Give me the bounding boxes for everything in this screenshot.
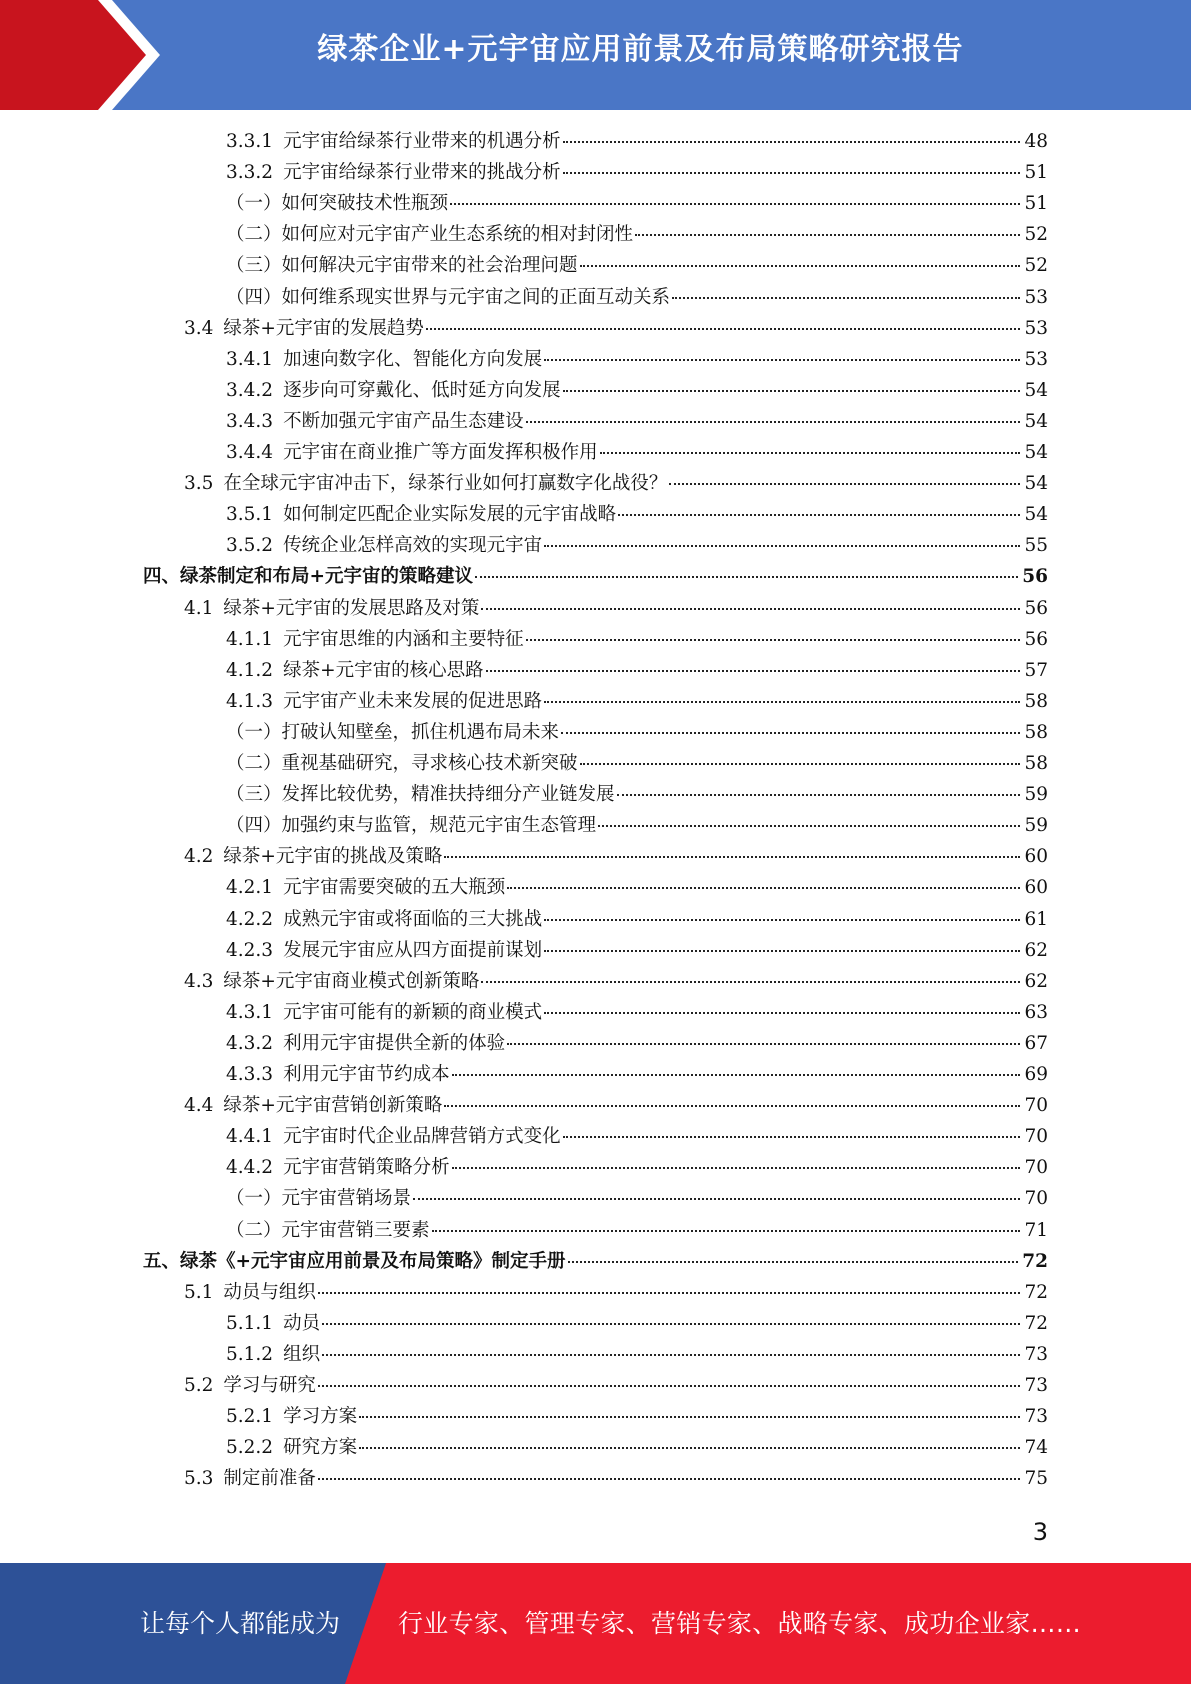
toc-entry-page: 72: [1024, 1312, 1048, 1334]
toc-entry-page: 58: [1024, 690, 1048, 712]
toc-entry-page: 57: [1024, 659, 1048, 681]
toc-entry-page: 56: [1022, 566, 1048, 588]
toc-entry-number: 4.4: [184, 1095, 214, 1117]
toc-entry-number: 4.1.1: [226, 628, 274, 650]
toc-dot-leader: [450, 203, 1020, 205]
toc-entry-title: 成熟元宇宙或将面临的三大挑战: [283, 908, 543, 930]
toc-entry-page: 69: [1024, 1064, 1048, 1085]
toc-entry-title: 利用元宇宙提供全新的体验: [283, 1032, 506, 1054]
toc-entry[interactable]: [226, 251, 1048, 282]
toc-entry-title: 绿茶+元宇宙的发展趋势: [223, 317, 424, 339]
toc-entry[interactable]: [226, 1184, 1048, 1215]
toc-entry-page: 70: [1024, 1126, 1048, 1148]
toc-entry-page: 52: [1024, 224, 1048, 246]
toc-entry-title: 动员与组织: [223, 1281, 316, 1303]
toc-entry-number: 3.5.1: [226, 504, 274, 526]
toc-entry[interactable]: [226, 345, 1048, 376]
toc-entry-number: 3.3.1: [226, 131, 274, 152]
toc-entry-title: （二）如何应对元宇宙产业生态系统的相对封闭性: [226, 224, 634, 246]
toc-dot-leader: [432, 1230, 1021, 1232]
toc-dot-leader: [526, 639, 1021, 641]
toc-entry-page: 73: [1024, 1375, 1048, 1396]
toc-dot-leader: [544, 1012, 1020, 1014]
toc-dot-leader: [322, 1354, 1020, 1356]
toc-dot-leader: [481, 981, 1020, 983]
toc-dot-leader: [561, 732, 1020, 734]
toc-entry[interactable]: [184, 469, 1048, 500]
toc-entry[interactable]: [226, 780, 1048, 811]
toc-entry-number: 5.1.1: [226, 1312, 274, 1334]
toc-entry-page: 48: [1024, 131, 1048, 152]
toc-dot-leader: [544, 359, 1020, 361]
toc-entry-number: 4.4.2: [226, 1157, 274, 1179]
toc-entry-page: 54: [1024, 379, 1048, 401]
toc-entry[interactable]: [226, 376, 1048, 407]
toc-entry-title: 学习方案: [283, 1406, 358, 1428]
toc-dot-leader: [617, 794, 1021, 796]
toc-dot-leader: [544, 919, 1020, 921]
toc-entry[interactable]: [184, 1464, 1048, 1495]
toc-dot-leader: [580, 763, 1021, 765]
toc-entry-number: 5.2.2: [226, 1437, 274, 1459]
toc-entry-page: 67: [1024, 1032, 1048, 1054]
toc-entry-title: 绿茶+元宇宙商业模式创新策略: [223, 970, 480, 992]
toc-entry[interactable]: [184, 967, 1048, 998]
toc-dot-leader: [544, 701, 1020, 703]
toc-dot-leader: [526, 421, 1021, 423]
toc-entry[interactable]: [226, 127, 1048, 158]
toc-entry[interactable]: [226, 656, 1048, 687]
toc-entry-page: 51: [1024, 162, 1048, 184]
toc-dot-leader: [563, 1136, 1021, 1138]
toc-entry[interactable]: [226, 998, 1048, 1029]
toc-dot-leader: [635, 234, 1020, 236]
toc-entry-page: 59: [1024, 784, 1048, 806]
toc-entry-number: 5.1.2: [226, 1343, 274, 1365]
toc-entry[interactable]: [184, 1371, 1048, 1402]
toc-dot-leader: [600, 452, 1021, 454]
toc-entry[interactable]: [226, 1122, 1048, 1153]
toc-entry-page: 56: [1024, 597, 1048, 619]
toc-entry[interactable]: [184, 314, 1048, 345]
toc-entry-title: 元宇宙给绿茶行业带来的机遇分析: [283, 131, 561, 152]
toc-entry-number: 5.1: [184, 1281, 214, 1303]
toc-entry-number: 5.2.1: [226, 1406, 274, 1428]
toc-entry-number: 5.2: [184, 1375, 214, 1396]
toc-entry-page: 62: [1024, 970, 1048, 992]
toc-entry-number: 5.3: [184, 1468, 214, 1490]
toc-entry-number: 4.3.2: [226, 1032, 274, 1054]
toc-entry-page: 72: [1022, 1250, 1048, 1272]
toc-entry-page: 53: [1024, 286, 1048, 308]
toc-entry-title: 发展元宇宙应从四方面提前谋划: [283, 939, 543, 961]
toc-entry-number: 3.5.2: [226, 535, 274, 557]
toc-entry-title: 绿茶+元宇宙的核心思路: [283, 659, 484, 681]
toc-entry-title: 元宇宙时代企业品牌营销方式变化: [283, 1126, 561, 1148]
toc-entry-number: 4.2.1: [226, 877, 274, 899]
toc-entry-title: 制定前准备: [223, 1468, 316, 1490]
report-title: 绿茶企业+元宇宙应用前景及布局策略研究报告: [317, 32, 964, 67]
toc-dot-leader: [486, 670, 1021, 672]
toc-entry-number: 4.1.3: [226, 690, 274, 712]
toc-entry[interactable]: [226, 1309, 1048, 1340]
toc-entry-number: 4.3: [184, 970, 214, 992]
toc-dot-leader: [452, 1167, 1021, 1169]
toc-entry-title: 元宇宙可能有的新颖的商业模式: [283, 1001, 543, 1023]
toc-entry-page: 59: [1024, 815, 1048, 837]
toc-entry[interactable]: [226, 936, 1048, 967]
toc-entry-number: 4.2.3: [226, 939, 274, 961]
toc-entry-page: 63: [1024, 1001, 1048, 1023]
toc-entry-title: 绿茶+元宇宙营销创新策略: [223, 1095, 443, 1117]
toc-entry-title: 组织: [283, 1343, 321, 1365]
toc-entry[interactable]: [226, 283, 1048, 314]
page-header: [0, 0, 1191, 110]
page-footer: [0, 1563, 1191, 1684]
toc-entry[interactable]: [226, 1153, 1048, 1184]
toc-entry-number: 4.1.2: [226, 659, 274, 681]
toc-entry[interactable]: [226, 749, 1048, 780]
toc-entry-title: （四）加强约束与监管，规范元宇宙生态管理: [226, 815, 597, 837]
toc-entry[interactable]: [226, 811, 1048, 842]
toc-entry-page: 54: [1024, 442, 1048, 463]
toc-entry[interactable]: [226, 1340, 1048, 1371]
toc-entry-title: 绿茶+元宇宙的发展思路及对策: [223, 597, 480, 619]
toc-entry[interactable]: [226, 1216, 1048, 1247]
toc-entry-title: 元宇宙思维的内涵和主要特征: [283, 628, 524, 650]
toc-entry-page: 51: [1024, 193, 1048, 215]
toc-dot-leader: [452, 1074, 1021, 1076]
toc-entry[interactable]: [226, 873, 1048, 904]
toc-entry-title: （四）如何维系现实世界与元宇宙之间的正面互动关系: [226, 286, 671, 308]
toc-dot-leader: [413, 1198, 1020, 1200]
toc-entry-page: 73: [1024, 1406, 1048, 1428]
toc-entry[interactable]: [226, 438, 1048, 469]
toc-entry-number: 3.4.2: [226, 379, 274, 401]
toc-entry-page: 75: [1024, 1468, 1048, 1490]
toc-entry[interactable]: [226, 687, 1048, 718]
toc-entry[interactable]: [184, 842, 1048, 873]
toc-entry-title: （二）重视基础研究，寻求核心技术新突破: [226, 753, 578, 774]
toc-dot-leader: [322, 1323, 1020, 1325]
toc-entry-number: 4.2: [184, 846, 214, 868]
toc-dot-leader: [598, 825, 1020, 827]
toc-entry-title: 加速向数字化、智能化方向发展: [283, 348, 543, 370]
toc-entry[interactable]: [226, 1402, 1048, 1433]
toc-dot-leader: [544, 545, 1020, 547]
toc-entry[interactable]: [226, 531, 1048, 562]
toc-entry-title: （一）元宇宙营销场景: [226, 1188, 412, 1210]
toc-dot-leader: [580, 265, 1021, 267]
toc-dot-leader: [507, 887, 1020, 889]
toc-dot-leader: [359, 1447, 1020, 1449]
toc-entry[interactable]: [143, 562, 1048, 593]
toc-entry-title: 如何制定匹配企业实际发展的元宇宙战略: [283, 504, 617, 526]
toc-entry-page: 53: [1024, 317, 1048, 339]
toc-dot-leader: [672, 297, 1020, 299]
toc-entry-number: 4.4.1: [226, 1126, 274, 1148]
toc-entry[interactable]: [226, 189, 1048, 220]
toc-entry-title: 传统企业怎样高效的实现元宇宙: [283, 535, 543, 557]
toc-entry-page: 60: [1024, 846, 1048, 868]
toc-entry[interactable]: [226, 625, 1048, 656]
toc-entry-title: 利用元宇宙节约成本: [283, 1064, 450, 1085]
toc-dot-leader: [563, 172, 1021, 174]
toc-entry-page: 70: [1024, 1095, 1048, 1117]
toc-entry-page: 70: [1024, 1188, 1048, 1210]
toc-entry-title: 四、绿茶制定和布局+元宇宙的策略建议: [143, 566, 474, 588]
toc-entry-title: （一）打破认知壁垒，抓住机遇布局未来: [226, 721, 560, 743]
toc-entry-number: 4.2.2: [226, 908, 274, 930]
toc-entry-page: 58: [1024, 721, 1048, 743]
toc-dot-leader: [475, 576, 1018, 578]
toc-entry-number: 4.1: [184, 597, 214, 619]
toc-entry-page: 74: [1024, 1437, 1048, 1459]
toc-entry[interactable]: [226, 500, 1048, 531]
toc-entry-title: 元宇宙产业未来发展的促进思路: [283, 690, 543, 712]
toc-entry[interactable]: [226, 1433, 1048, 1464]
toc-dot-leader: [426, 328, 1021, 330]
toc-entry-page: 60: [1024, 877, 1048, 899]
toc-entry[interactable]: [226, 158, 1048, 189]
toc-dot-leader: [481, 608, 1020, 610]
toc-entry-title: （二）元宇宙营销三要素: [226, 1219, 430, 1241]
toc-entry-title: 在全球元宇宙冲击下，绿茶行业如何打赢数字化战役？: [223, 473, 668, 495]
toc-entry[interactable]: [184, 1278, 1048, 1309]
toc-entry-number: 3.5: [184, 473, 214, 495]
toc-entry[interactable]: [143, 1247, 1048, 1278]
toc-dot-leader: [568, 1261, 1019, 1263]
toc-entry-number: 4.3.1: [226, 1001, 274, 1023]
toc-entry-title: 研究方案: [283, 1437, 358, 1459]
header-arrow-graphic: [0, 0, 160, 110]
footer-slogan-left: 让每个人都能成为: [140, 1609, 341, 1638]
toc-entry-page: 53: [1024, 348, 1048, 370]
toc-entry-number: 3.4.3: [226, 410, 274, 432]
toc-dot-leader: [444, 856, 1020, 858]
toc-dot-leader: [318, 1385, 1021, 1387]
toc-entry-page: 62: [1024, 939, 1048, 961]
toc-entry-title: 学习与研究: [223, 1375, 316, 1396]
toc-entry-page: 54: [1024, 410, 1048, 432]
toc-entry-title: 元宇宙在商业推广等方面发挥积极作用: [283, 442, 598, 463]
toc-entry-page: 71: [1024, 1219, 1048, 1241]
toc-dot-leader: [318, 1292, 1021, 1294]
toc-entry-page: 61: [1024, 908, 1048, 930]
toc-entry-title: 元宇宙给绿茶行业带来的挑战分析: [283, 162, 561, 184]
page-number: 3: [1032, 1518, 1048, 1546]
toc-entry-title: （一）如何突破技术性瓶颈: [226, 193, 449, 215]
toc-entry-number: 4.3.3: [226, 1064, 274, 1085]
toc-entry-page: 52: [1024, 255, 1048, 277]
toc-entry-title: （三）发挥比较优势，精准扶持细分产业链发展: [226, 784, 615, 806]
toc-dot-leader: [444, 1105, 1020, 1107]
toc-entry-title: 元宇宙需要突破的五大瓶颈: [283, 877, 506, 899]
toc-entry[interactable]: [226, 1060, 1048, 1091]
toc-dot-leader: [563, 390, 1021, 392]
toc-entry-page: 72: [1024, 1281, 1048, 1303]
toc-entry-page: 73: [1024, 1343, 1048, 1365]
toc-dot-leader: [618, 514, 1020, 516]
toc-entry-number: 3.4: [184, 317, 214, 339]
footer-slogan-right: 行业专家、管理专家、营销专家、战略专家、成功企业家……: [398, 1609, 1082, 1638]
toc-entry-title: 逐步向可穿戴化、低时延方向发展: [283, 379, 561, 401]
toc-entry-title: 元宇宙营销策略分析: [283, 1157, 450, 1179]
toc-entry-title: 五、绿茶《+元宇宙应用前景及布局策略》制定手册: [143, 1250, 566, 1272]
toc-entry-title: 不断加强元宇宙产品生态建设: [283, 410, 524, 432]
toc-entry-title: （三）如何解决元宇宙带来的社会治理问题: [226, 255, 578, 277]
toc-entry[interactable]: [226, 407, 1048, 438]
toc-dot-leader: [507, 1043, 1020, 1045]
toc-entry[interactable]: [226, 718, 1048, 749]
toc-entry-page: 58: [1024, 753, 1048, 774]
toc-entry-number: 3.4.1: [226, 348, 274, 370]
toc-entry-page: 54: [1024, 504, 1048, 526]
toc-dot-leader: [563, 141, 1021, 143]
toc-entry-number: 3.3.2: [226, 162, 274, 184]
toc-entry-page: 54: [1024, 473, 1048, 495]
toc-dot-leader: [359, 1416, 1020, 1418]
toc-entry[interactable]: [226, 905, 1048, 936]
toc-entry-page: 55: [1024, 535, 1048, 557]
toc-entry-number: 3.4.4: [226, 442, 274, 463]
toc-entry[interactable]: [226, 1029, 1048, 1060]
toc-entry[interactable]: [184, 1091, 1048, 1122]
toc-dot-leader: [544, 950, 1020, 952]
toc-dot-leader: [669, 483, 1020, 485]
toc-entry-title: 绿茶+元宇宙的挑战及策略: [223, 846, 443, 868]
toc-entry[interactable]: [226, 220, 1048, 251]
toc-entry-page: 70: [1024, 1157, 1048, 1179]
toc-dot-leader: [318, 1478, 1021, 1480]
toc-entry-page: 56: [1024, 628, 1048, 650]
toc-entry[interactable]: [184, 594, 1048, 625]
toc-entry-title: 动员: [283, 1312, 321, 1334]
